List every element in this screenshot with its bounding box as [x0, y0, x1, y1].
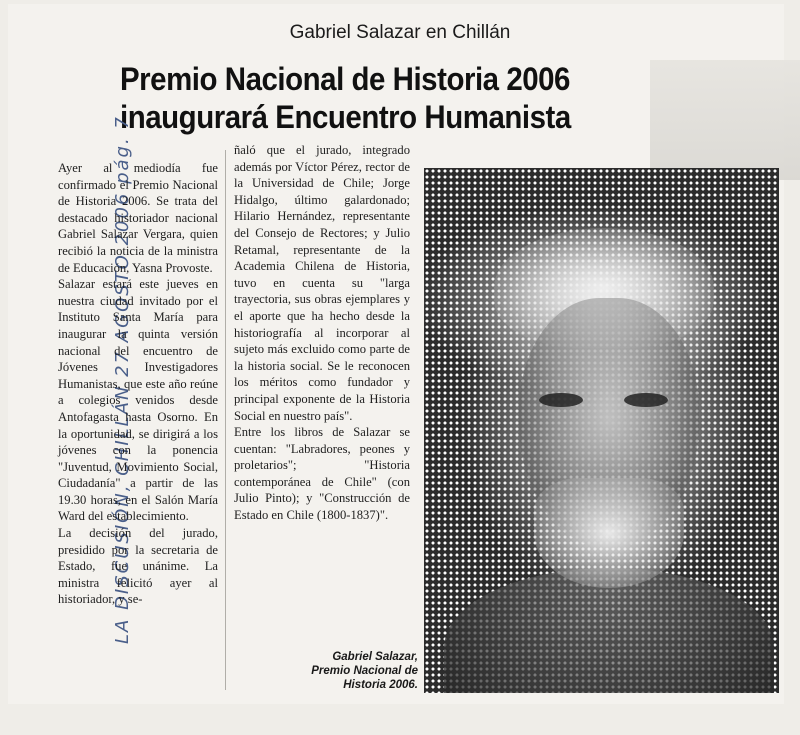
headline-line-2: inaugurará Encuentro Humanista — [120, 99, 571, 135]
photo-eye-left — [539, 393, 583, 407]
photo-caption — [290, 650, 418, 692]
caption-line: Historia 2006. — [343, 679, 418, 691]
caption-line: Gabriel Salazar, — [332, 651, 418, 663]
photo-beard — [534, 478, 684, 588]
article-kicker: Gabriel Salazar en Chillán — [289, 22, 511, 43]
paragraph: Entre los libros de Salazar se cuentan: "Labradores, peones y proletarios"; "Historia contemporánea de Chile" (con Julio Pinto); y "Construcción de Estado en Chile (1800-1837)". — [234, 425, 410, 523]
headline-line-1: Premio Nacional de Historia 2006 — [120, 61, 570, 97]
paragraph: Salazar estará este jueves en nuestra ciudad invitado por el Instituto Santa María para inaugurar la quinta versión nacional del encuentro de Jóvenes Investigadores Humanistas, que este año reúne a colegios venidos desde Antofagasta hasta Osorno. En la oportunidad, se dirigirá a los jóvenes con la ponencia "Juventud, Movimiento Social, Ciudadanía" a partir de las 19.30 horas, en el Salón María Ward del establecimiento. — [58, 277, 218, 524]
portrait-photo — [424, 168, 779, 693]
paragraph: La decisión del jurado, presidido por la secretaria de Estado, fue unánime. La ministra felicitó ayer al historiador, y se- — [58, 526, 218, 607]
paragraph: ñaló que el jurado, integrado además por Víctor Pérez, rector de la Universidad de Chile; Jorge Hidalgo, último galardonado; Hilario Hernández, representante del Consejo de Rectores; y Julio Retamal, representante de la Academia Chilena de Historia, tuvo en cuenta su "larga trayectoria, sus obras ejemplares y el aporte que ha hecho desde la historiografía al incorporar al sujeto más excluido como parte de la historia social. Se le reconocen los méritos como fundador y principal exponente de la Historia Social en nuestro país". — [234, 143, 410, 423]
photo-eye-right — [624, 393, 668, 407]
article-column-1 — [58, 160, 218, 608]
paragraph: Ayer al mediodía fue confirmado el Premio Nacional de Historia 2006. Se trata del destacado historiador nacional Gabriel Salazar Vergara, quien recibió la noticia de la ministra de Educación, Yasna Provoste. — [58, 161, 218, 275]
column-divider — [225, 150, 226, 690]
article-headline — [120, 60, 709, 136]
caption-line: Premio Nacional de — [311, 665, 418, 677]
article-column-2 — [234, 142, 410, 524]
handwritten-source-note: LA DISCUSIÓN, CHILLÁN 27 AGOSTO 2006 pág. 7 — [112, 115, 133, 644]
